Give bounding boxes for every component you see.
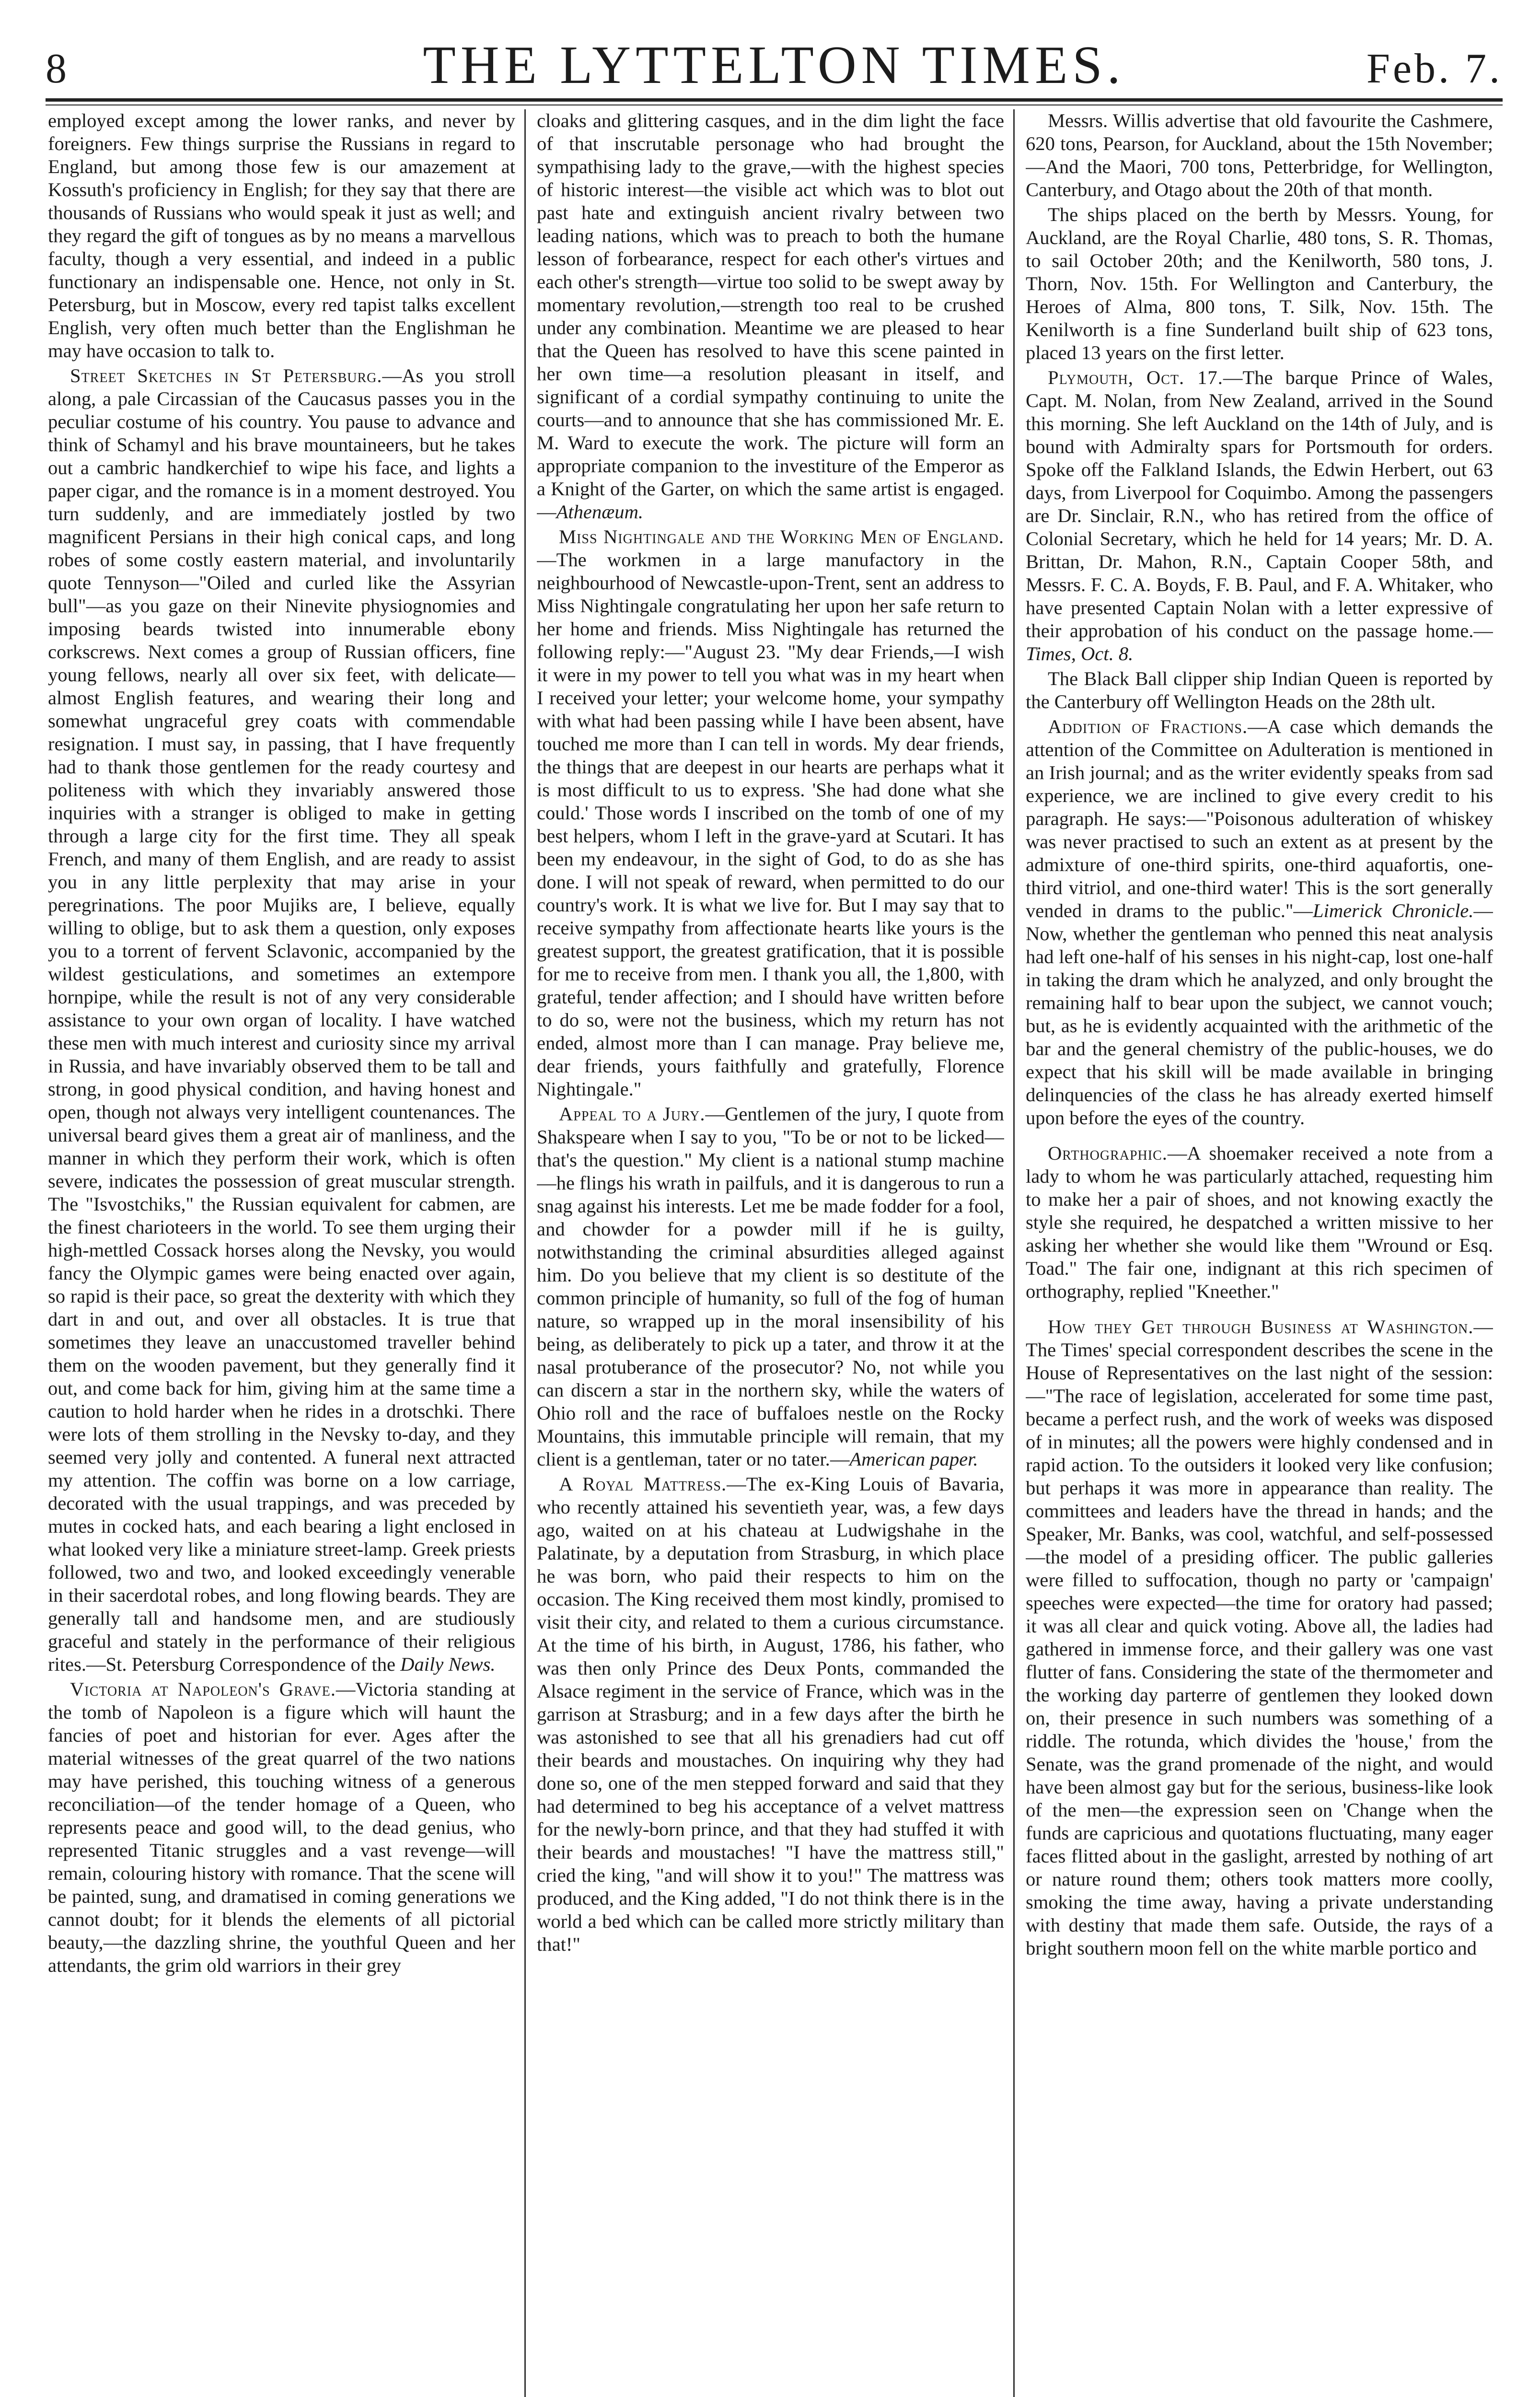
article-text: —As you stroll along, a pale Circassian of the Caucasus passes you in the peculiar costume of his country. You pause to advance and think of Schamyl and his brave mountaineers, but he takes out a cambric handkerchief to wipe his face, and lights a paper cigar, and the romance is in a moment destroyed. You turn suddenly, and are immediately jostled by two magnificent Persians in their high conical caps, and long robes of some costly eastern material, and involuntarily quote Tennyson—"Oiled and curled like the Assyrian bull"—as you gaze on their Ninevite physiognomies and imposing beards twisted into innumerable ebony corkscrews. Next comes a group of Russian officers, fine young fellows, nearly all over six feet, with delicate—almost English features, and wearing their long and somewhat ungraceful grey coats with commendable resignation. I must say, in passing, that I have frequently had to thank those gentlemen for the ready courtesy and politeness with which they invariably answered those inquiries with a stranger is obliged to make in getting through a large city for the first time. They all speak French, and many of them English, and are ready to assist you in any little perplexity that may arise in your peregrinations. The poor Mujiks are, I believe, equally willing to oblige, but to ask them a question, only exposes you to a torrent of fervent Sclavonic, accompanied by the wildest gesticulations, and sometimes an extempore hornpipe, while the result is not of any very considerable assistance to your own organ of locality. I have watched these men with much interest and curiosity since my arrival in Russia, and have invariably observed them to be tall and strong, in good physical condition, and having honest and open, though not always very intelligent countenances. The universal beard gives them a great air of manliness, and the manner in which they perform their work, which is often severe, indicates the possession of great muscular strength. The "Isvostchiks," the Russian equivalent for cabmen, are the finest charioteers in the world. To see them urging their high-mettled Cossack horses along the Nevsky, you would fancy the Olympic games were being enacted over again, so rapid is their pace, so great the dexterity with which they dart in and out, and over all obstacles. It is true that sometimes they leave an unaccustomed traveller behind them on the wooden pavement, but they generally find it out, and come back for him, giving him at the same time a caution to hold harder when he rides in a drotschki. There were lots of them strolling in the Nevsky to-day, and they seemed very jolly and contented. A funeral next attracted my attention. The coffin was borne on a low carriage, decorated with the usual trappings, and was preceded by mutes in cocked hats, and each bearing a light enclosed in what looked very like a miniature street-lamp. Greek priests followed, two and two, and looked exceedingly venerable in their sacerdotal robes, and long flowing beards. They are generally tall and handsome men, and are studiously graceful and stately in the performance of their religious rites.—St. Petersburg Correspondence of the: [48, 365, 515, 1675]
page-number: 8: [46, 46, 67, 92]
issue-date: Feb. 7.: [1366, 46, 1503, 92]
article-paragraph: [537, 525, 1004, 1101]
article-heading: How they Get through Business at Washington.: [1048, 1316, 1474, 1338]
article-heading: A Royal Mattress.: [559, 1473, 727, 1495]
newspaper-title: THE LYTTELTON TIMES.: [423, 35, 1125, 95]
article-heading: Orthographic.: [1048, 1142, 1168, 1164]
article-paragraph: [1026, 366, 1493, 665]
header-rule: [46, 98, 1503, 102]
article-paragraph: [1026, 715, 1493, 1129]
column-3: [1026, 109, 1493, 2397]
masthead: [46, 29, 1503, 101]
article-paragraph: [1026, 109, 1493, 201]
article-paragraph: [1026, 203, 1493, 364]
article-text: cloaks and glittering casques, and in the dim light the face of that inscrutable personage who had brought the sympathising lady to the grave,—with the highest species of historic interest—the visible act which was to blot out past hate and extinguish ancient rivalry between two leading nations, which was to preach to both the humane lesson of forbearance, respect for each other's virtues and each other's strength—virtue too solid to be swept away by momentary revolution,—strength too real to be crushed under any combination. Meantime we are pleased to hear that the Queen has resolved to have this scene painted in her own time—a resolution pleasant in itself, and significant of a cordial sympathy continuing to unite the courts—and to announce that she has commissioned Mr. E. M. Ward to execute the work. The picture will form an appropriate companion to the investiture of the Emperor as a Knight of the Garter, on which the same artist is engaged.—: [537, 110, 1004, 523]
article-source: Athenæum.: [556, 501, 644, 523]
article-text: The Black Ball clipper ship Indian Queen is reported by the Canterbury off Wellington Heads on the 28th ult.: [1026, 668, 1493, 712]
article-paragraph: [537, 109, 1004, 524]
article-text: Messrs. Willis advertise that old favourite the Cashmere, 620 tons, Pearson, for Auckland, about the 15th November;—And the Maori, 700 tons, Petterbridge, for Wellington, Canterbury, and Otago about the 20th of that month.: [1026, 110, 1493, 200]
article-heading: Miss Nightingale and the Working Men of England.: [559, 526, 1004, 547]
article-paragraph: [48, 364, 515, 1676]
article-paragraph: [1026, 667, 1493, 713]
article-text: —The Times' special correspondent describes the scene in the House of Representatives on the last night of the session:—"The race of legislation, accelerated for some time past, became a perfect rush, and the work of weeks was disposed of in minutes; all the powers were highly condensed and in rapid action. To the outsiders it looked very like confusion; but perhaps it was more in appearance than reality. The committees and leaders have the thread in hands; and the Speaker, Mr. Banks, was cool, watchful, and self-possessed—the model of a presiding officer. The public galleries were filled to suffocation, though no party or 'campaign' speeches were expected—the time for oratory had passed; it was all clear and quick voting. Above all, the ladies had gathered in immense force, and their gallery was one vast flutter of fans. Considering the state of the thermometer and the working day parterre of gentlemen they looked down on, their presence in such numbers was something of a riddle. The rotunda, which divides the 'house,' from the Senate, was the grand promenade of the night, and would have been almost gay but for the serious, business-like look of the men—the expression seen on 'Change when the funds are capricious and quotations fluctuating, many eager faces flitted about in the gaslight, arrested by nothing of art or nature round them; others took matters more coolly, smoking the time away, having a private understanding with destiny that made them safe. Outside, the rays of a bright southern moon fell on the white marble portico and: [1026, 1316, 1493, 1959]
article-heading: Street Sketches in St Petersburg.: [70, 365, 382, 386]
column-1: [48, 109, 515, 2397]
article-paragraph: [537, 1473, 1004, 1956]
column-2: [537, 109, 1004, 2397]
article-source: American paper.: [849, 1448, 978, 1470]
article-heading: Appeal to a Jury.: [559, 1103, 706, 1125]
article-heading: Plymouth, Oct. 17.: [1048, 367, 1223, 388]
article-text: —The ex-King Louis of Bavaria, who recently attained his seventieth year, was, a few days ago, waited on at his chateau at Ludwigshahe in the Palatinate, by a deputation from Strasburg, in which place he was born, who paid their respects to him on the occasion. The King received them most kindly, promised to visit their city, and related to them a curious circumstance. At the time of his birth, in August, 1786, his father, who was then only Prince des Deux Ponts, commanded the Alsace regiment in the service of France, which was in the garrison at Strasburg; and in a few days after the birth he was astonished to see that all his grenadiers had cut off their beards and moustaches. On inquiring why they had done so, one of the men stepped forward and said that they had determined to beg his acceptance of a velvet mattress for the newly-born prince, and that they had stuffed it with their beards and moustaches! "I have the mattress still," cried the king, "and will show it to you!" The mattress was produced, and the King added, "I do not think there is in the world a bed which can be called more strictly military than that!": [537, 1473, 1004, 1955]
article-paragraph: [48, 1678, 515, 1977]
article-paragraph: [1026, 1142, 1493, 1303]
column-divider: [1013, 109, 1015, 2397]
article-paragraph: [48, 109, 515, 362]
article-heading: Addition of Fractions.: [1048, 716, 1248, 737]
article-heading: Victoria at Napoleon's Grave.: [70, 1678, 336, 1700]
article-text: —Victoria standing at the tomb of Napoleon is a figure which will haunt the fancies of poet and historian for ever. Ages after the material witnesses of the great quarrel of the two nations may have perished, this touching witness of a generous reconciliation—of the tender homage of a Queen, who represents peace and good will, to the dead genius, who represented Titanic struggles and a vast revenge—will remain, colouring history with romance. That the scene will be painted, sung, and dramatised in coming generations we cannot doubt; for it blends the elements of all pictorial beauty,—the dazzling shrine, the youthful Queen and her attendants, the grim old warriors in their grey: [48, 1678, 515, 1976]
article-text: —Now, whether the gentleman who penned this neat analysis had left one-half of his senses in his night-cap, lost one-half in taking the dram which he analyzed, and only brought the remaining half to bear upon the subject, we cannot vouch; but, as he is evidently acquainted with the arithmetic of the bar and the general chemistry of the public-houses, we do expect that his skill will be made available in bringing delinquencies of the class he has already exerted himself upon before the eyes of the country.: [1026, 900, 1493, 1129]
article-paragraph: [537, 1103, 1004, 1471]
article-source: Daily News.: [400, 1653, 496, 1675]
article-paragraph: [1026, 1315, 1493, 1960]
column-divider: [524, 109, 526, 2397]
article-source: Times, Oct. 8.: [1026, 643, 1134, 664]
article-text: —The barque Prince of Wales, Capt. M. Nolan, from New Zealand, arrived in the Sound this morning. She left Auckland on the 14th of July, and is bound with Admiralty spars for Portsmouth for orders. Spoke off the Falkland Islands, the Edwin Herbert, out 63 days, from Liverpool for Coquimbo. Among the passengers are Dr. Sinclair, R.N., who has retired from the office of Colonial Secretary, which he held for 14 years; Mr. D. A. Brittan, Dr. Mahon, R.N., Captain Cooper 58th, and Messrs. F. C. A. Boyds, F. B. Paul, and F. A. Whitaker, who have presented Captain Nolan with a letter expressive of their approbation of his conduct on the passage home.—: [1026, 367, 1493, 641]
article-text: —The workmen in a large manufactory in the neighbourhood of Newcastle-upon-Trent, sent an address to Miss Nightingale congratulating her upon her safe return to her home and friends. Miss Nightingale has returned the following reply:—"August 23. "My dear Friends,—I wish it were in my power to tell you what was in my heart when I received your letter; your welcome home, your sympathy with what had been passing while I have been absent, have touched me more than I can tell in words. My dear friends, the things that are deepest in our hearts are perhaps what it is most difficult to us to express. 'She had done what she could.' Those words I inscribed on the tomb of one of my best helpers, whom I left in the grave-yard at Scutari. It has been my endeavour, in the sight of God, to do as she has done. I will not speak of reward, when permitted to do our country's work. It is what we live for. But I may say that to receive sympathy from affectionate hearts like yours is the greatest support, the greatest gratification, that it is possible for me to receive from men. I thank you all, the 1,800, with grateful, tender affection; and I should have written before to do so, were not the business, which my return has not ended, almost more than I can manage. Pray believe me, dear friends, yours faithfully and gratefully, Florence Nightingale.": [537, 549, 1004, 1100]
article-text: The ships placed on the berth by Messrs. Young, for Auckland, are the Royal Charlie, 480 tons, S. R. Thomas, to sail October 20th; and the Kenilworth, 580 tons, J. Thorn, Nov. 15th. For Wellington and Canterbury, the Heroes of Alma, 800 tons, T. Silk, Nov. 15th. The Kenilworth is a fine Sunderland built ship of 623 tons, placed 13 years on the first letter.: [1026, 204, 1493, 363]
article-source: Limerick Chronicle.: [1313, 900, 1474, 921]
article-text: —A shoemaker received a note from a lady to whom he was particularly attached, requesting him to make her a pair of shoes, and not knowing exactly the style she required, he despatched a written missive to her asking her whether she would like them "Wround or Esq. Toad." The fair one, indignant at this rich specimen of orthography, replied "Kneether.": [1026, 1142, 1493, 1302]
article-text: —Gentlemen of the jury, I quote from Shakspeare when I say to you, "To be or not to be licked—that's the question." My client is a national stump machine—he flings his wrath in pailfuls, and it is dangerous to run a snag against his interests. Let me be made fodder for a fool, and chowder for a powder mill if he is guilty, notwithstanding the criminal absurdities alleged against him. Do you believe that my client is so destitute of the common principle of humanity, so full of the fog of human nature, so wrapped up in the moral insensibility of his being, as deliberately to pick up a tater, and throw it at the nasal protuberance of the prosecutor? No, not while you can discern a star in the northern sky, while the waters of Ohio roll and the race of buffaloes nestle on the Rocky Mountains, this immutable principle will remain, that my client is a gentleman, tater or no tater.—: [537, 1103, 1004, 1470]
article-text: —A case which demands the attention of the Committee on Adulteration is mentioned in an Irish journal; and as the writer evidently speaks from sad experience, we are inclined to give every credit to his paragraph. He says:—"Poisonous adulteration of whiskey was never practised to such an extent as at present by the admixture of one-third spirits, one-third aquafortis, one-third vitriol, and one-third water! This is the sort generally vended in drams to the public."—: [1026, 716, 1493, 921]
article-text: employed except among the lower ranks, and never by foreigners. Few things surprise the Russians in regard to England, but among those few is our amazement at Kossuth's proficiency in English; for they say that there are thousands of Russians who would speak it just as well; and they regard the gift of tongues as by no means a marvellous faculty, though a very essential, and indeed in a public functionary an indispensable one. Hence, not only in St. Petersburg, but in Moscow, every red tapist talks excellent English, very often much better than the Englishman he may have occasion to talk to.: [48, 110, 515, 361]
